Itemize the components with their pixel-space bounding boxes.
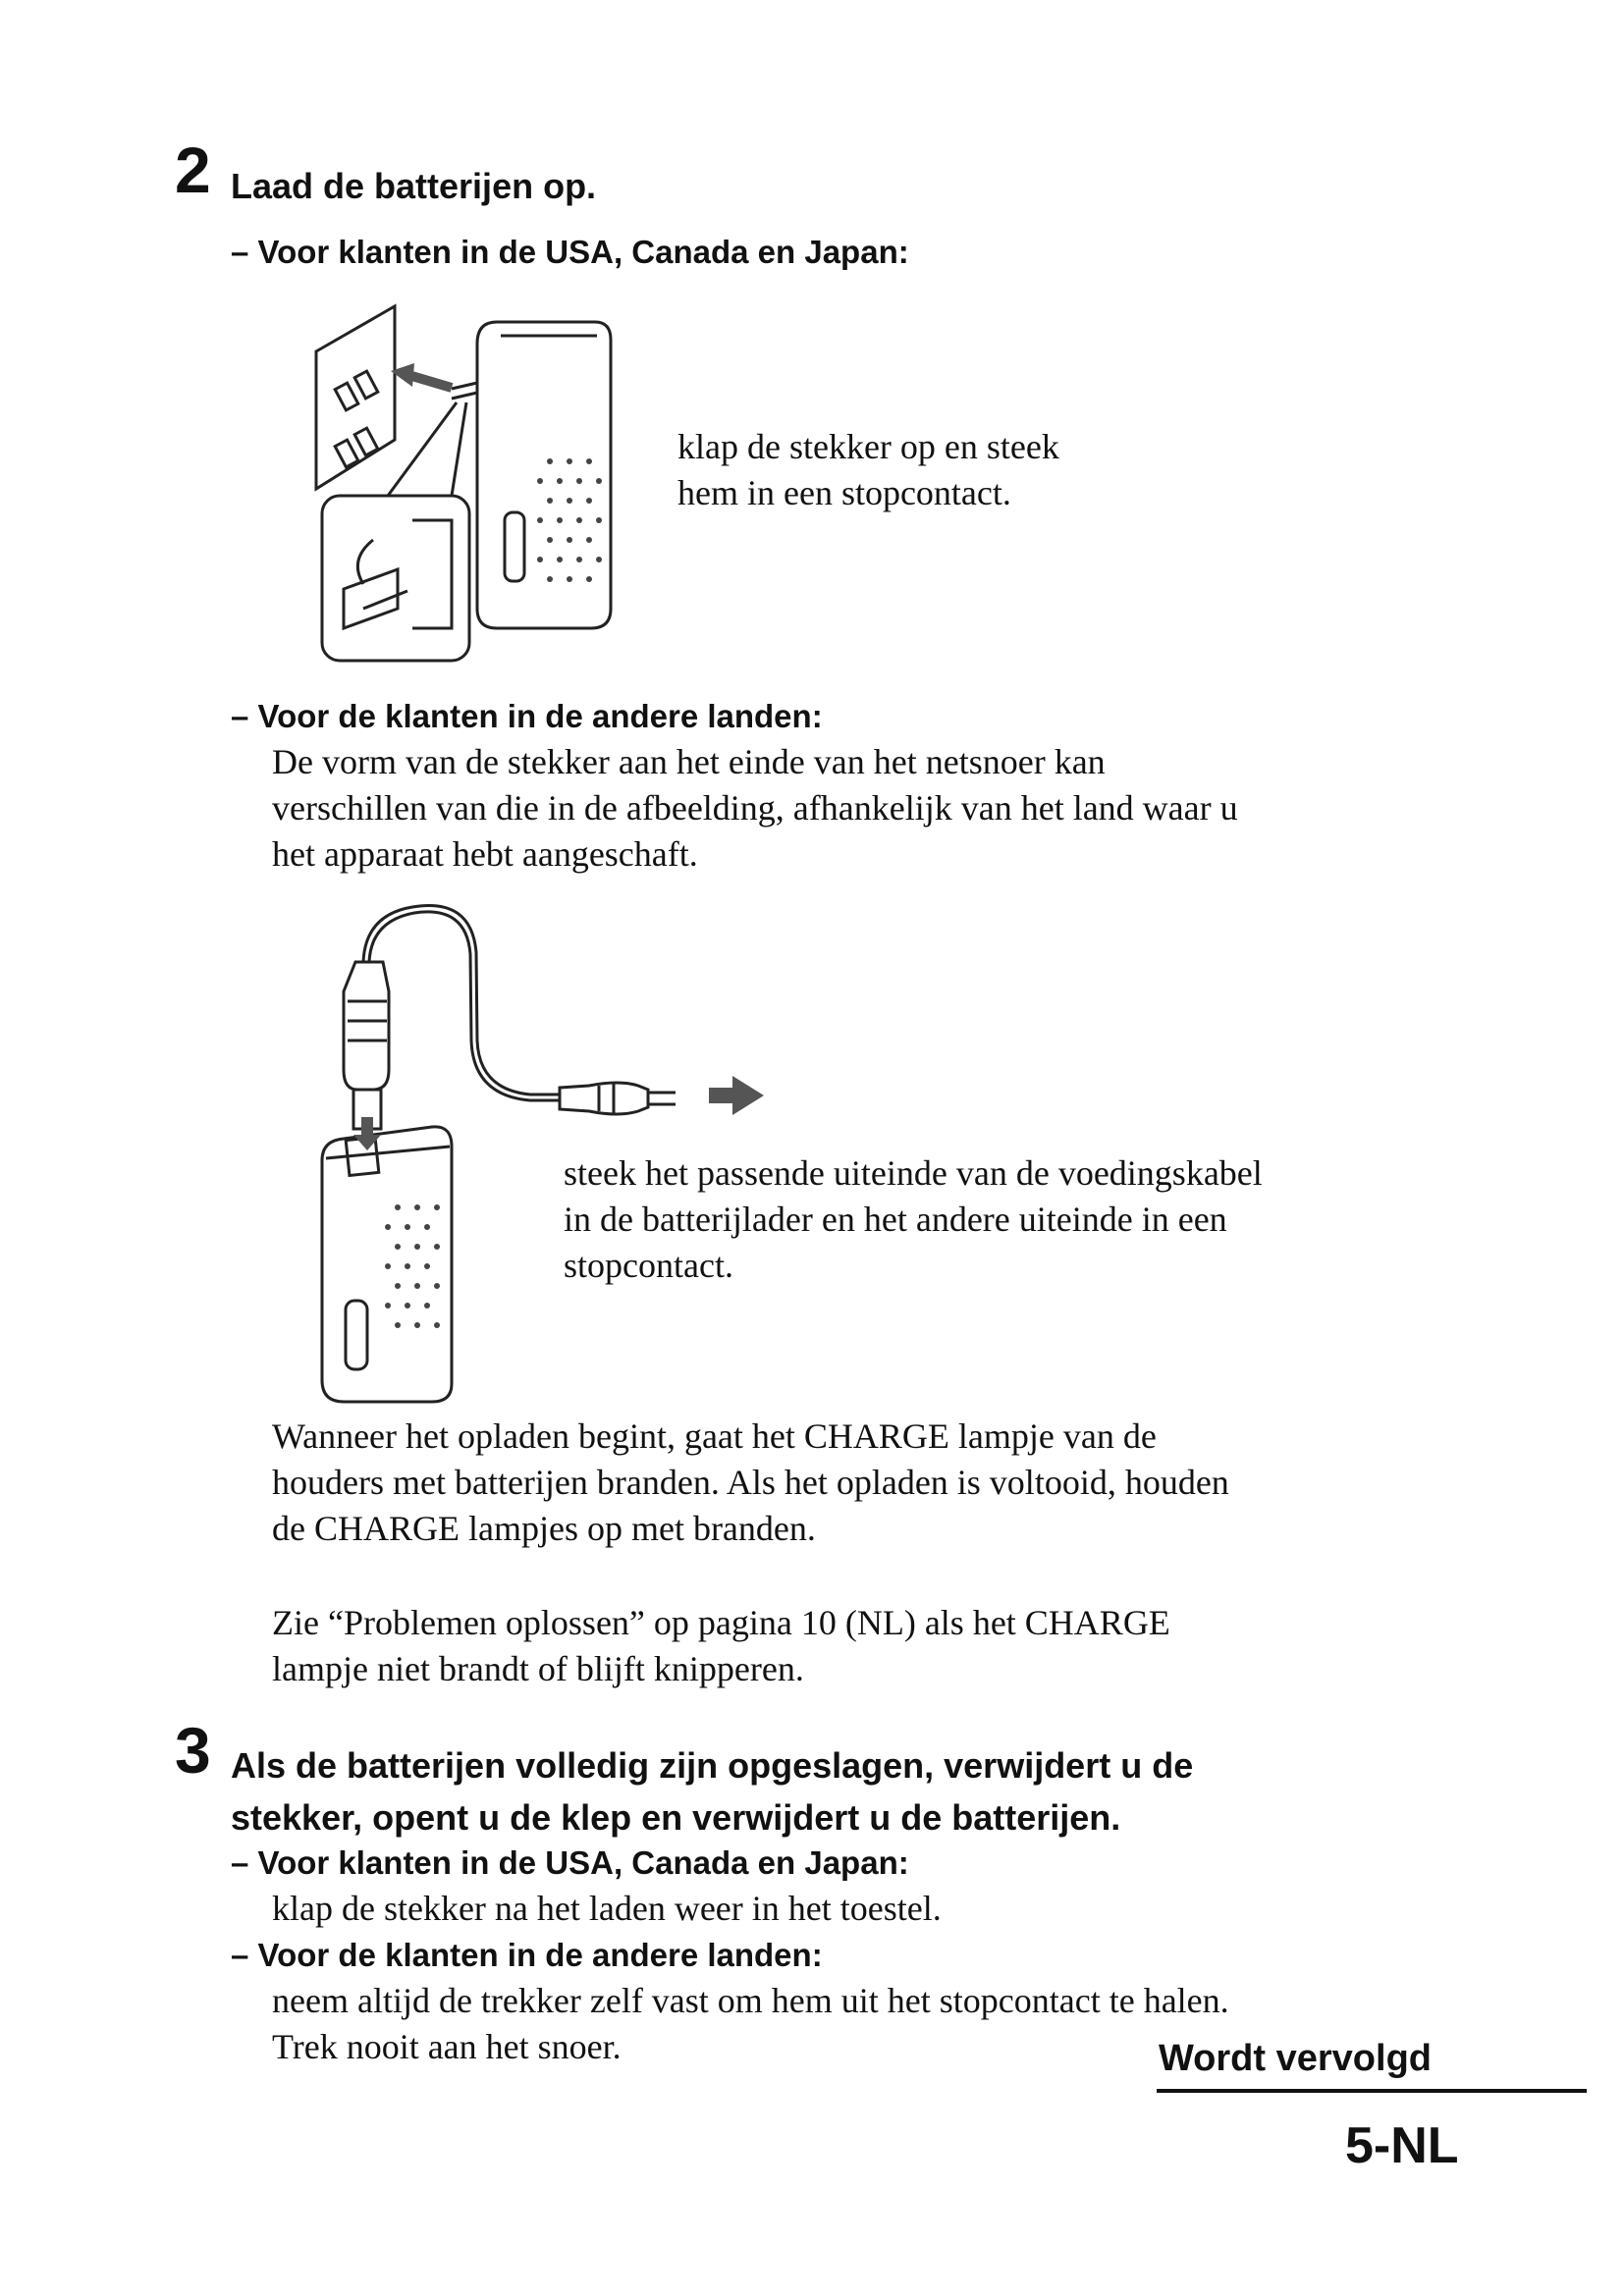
foldout-plug-illustration	[304, 294, 619, 667]
step-3-other-heading: – Voor de klanten in de andere landen:	[231, 1937, 823, 1973]
step-3-other-text: neem altijd de trekker zelf vast om hem uit het stopcontact te halen. Trek nooit aan het snoer.	[272, 1981, 1229, 2066]
continued-label: Wordt vervolgd	[1159, 2038, 1432, 2079]
step-3-usa-heading: – Voor klanten in de USA, Canada en Japan:	[231, 1844, 909, 1881]
step-3-usa-text: klap de stekker na het laden weer in het toestel.	[272, 1889, 942, 1928]
step-3-title: Als de batterijen volledig zijn opgeslagen, verwijdert u de stekker, opent u de klep en verwijdert u de batterijen.	[231, 1745, 1194, 1838]
page-number: 5-NL	[1345, 2117, 1459, 2174]
appliance-connector	[344, 962, 389, 1090]
step-2-usa-heading: – Voor klanten in de USA, Canada en Japan:	[231, 234, 909, 270]
charger-body	[477, 322, 611, 628]
charge-lamp-window-2	[346, 1301, 367, 1369]
charge-note: Wanneer het opladen begint, gaat het CHARGE lampje van de houders met batterijen branden. Als het opladen is voltooid, houden de CHARGE lampjes op met branden.	[272, 1416, 1229, 1548]
power-cable	[363, 905, 560, 1095]
step-2-other-intro: De vorm van de stekker aan het einde van het netsnoer kan verschillen van die in de afbeelding, afhankelijk van het land waar u het apparaat hebt aangeschaft.	[272, 742, 1238, 874]
step-2-other-caption: steek het passende uiteinde van de voedingskabel in de batterijlader en het andere uiteinde in een stopcontact.	[564, 1153, 1263, 1285]
step-2-other-heading: – Voor de klanten in de andere landen:	[231, 698, 823, 734]
step-3-number: 3	[175, 1714, 211, 1787]
trouble-note: Zie “Problemen oplossen” op pagina 10 (NL) als het CHARGE lampje niet brandt of blijft knipperen.	[272, 1603, 1170, 1688]
charge-lamp-window	[505, 512, 524, 581]
step-2-number: 2	[175, 133, 211, 206]
mains-cable-illustration	[304, 893, 776, 1404]
step-2-title: Laad de batterijen op.	[231, 166, 597, 206]
step-2-usa-caption: klap de stekker op en steek hem in een stopcontact.	[677, 427, 1059, 512]
wall-plug	[560, 1083, 648, 1114]
continued-rule	[1157, 2089, 1587, 2093]
